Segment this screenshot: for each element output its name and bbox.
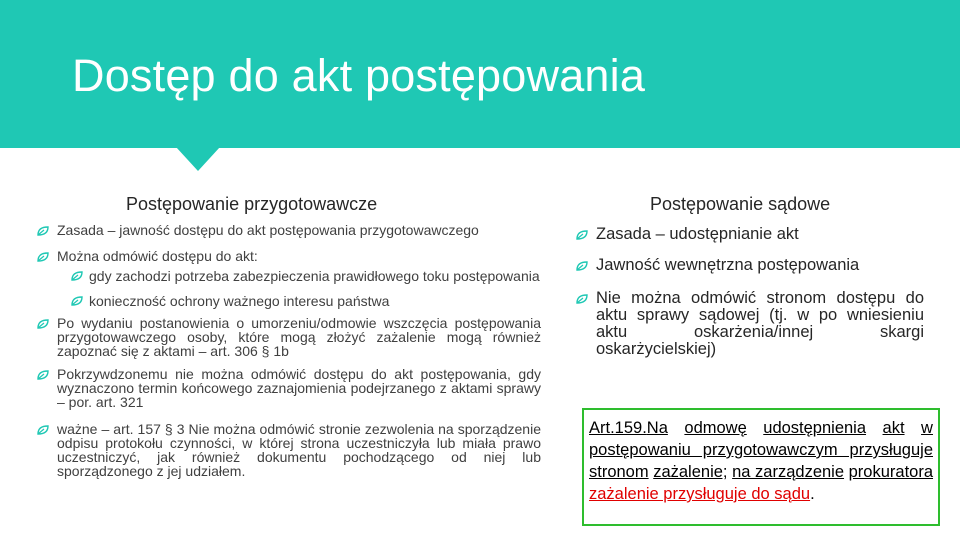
page-title: Dostęp do akt postępowania — [72, 50, 646, 101]
right-column-heading: Postępowanie sądowe — [650, 194, 831, 214]
leaf-icon — [37, 319, 49, 329]
right-item-court-access: Nie można odmówić stronom dostępu do aktu sprawy sądowej (tj. w po wniesieniu aktu oskarżenia/innej skargi oskarżycielskiej) — [596, 289, 924, 358]
left-subitem-proceedings: gdy zachodzi potrzeba zabezpieczenia prawidłowego toku postępowania — [89, 268, 540, 284]
left-item-principle: Zasada – jawność dostępu do akt postępowania przygotowawczego — [57, 222, 479, 238]
leaf-icon — [37, 370, 49, 380]
article-159-text: Art.159.Na odmowę udostępnienia akt w postępowaniu przygotowawczym przysługuje stronom zażalenie; na zarządzenie prokuratora zażalenie przysługuje do sądu. — [589, 419, 934, 503]
left-item-victim: Pokrzywdzonemu nie można odmówić dostępu do akt postępowania, gdy wyznaczono termin końcowego zaznajomienia podejrzanego z aktami sprawy – por. art. 321 — [57, 366, 541, 410]
right-item-principle: Zasada – udostępnianie akt — [596, 225, 799, 243]
leaf-icon — [37, 226, 49, 236]
right-item-internal: Jawność wewnętrzna postępowania — [596, 256, 860, 274]
leaf-icon — [71, 296, 83, 306]
leaf-icon — [576, 294, 588, 304]
left-subitem-state-interest: konieczność ochrony ważnego interesu państwa — [89, 293, 390, 309]
leaf-icon — [37, 425, 49, 435]
leaf-icon — [71, 271, 83, 281]
left-item-refusal: Można odmówić dostępu do akt: — [57, 248, 258, 264]
banner-notch — [176, 147, 220, 171]
leaf-icon — [37, 252, 49, 262]
left-item-art157: ważne – art. 157 § 3 Nie można odmówić stronie zezwolenia na sporządzenie odpisu protokołu czynności, w której strona uczestniczyła lub miała prawo uczestniczyć, jak również dokumentu pochodzącego od niej lub sporządzonego z jej udziałem. — [57, 421, 541, 479]
leaf-icon — [576, 261, 588, 271]
left-item-discontinuance: Po wydaniu postanowienia o umorzeniu/odmowie wszczęcia postępowania przygotowawczego osoby, które mogą złożyć zażalenie mogą również zapoznać się z aktami – art. 306 § 1b — [57, 315, 541, 359]
left-column-heading: Postępowanie przygotowawcze — [126, 194, 378, 214]
leaf-icon — [576, 230, 588, 240]
